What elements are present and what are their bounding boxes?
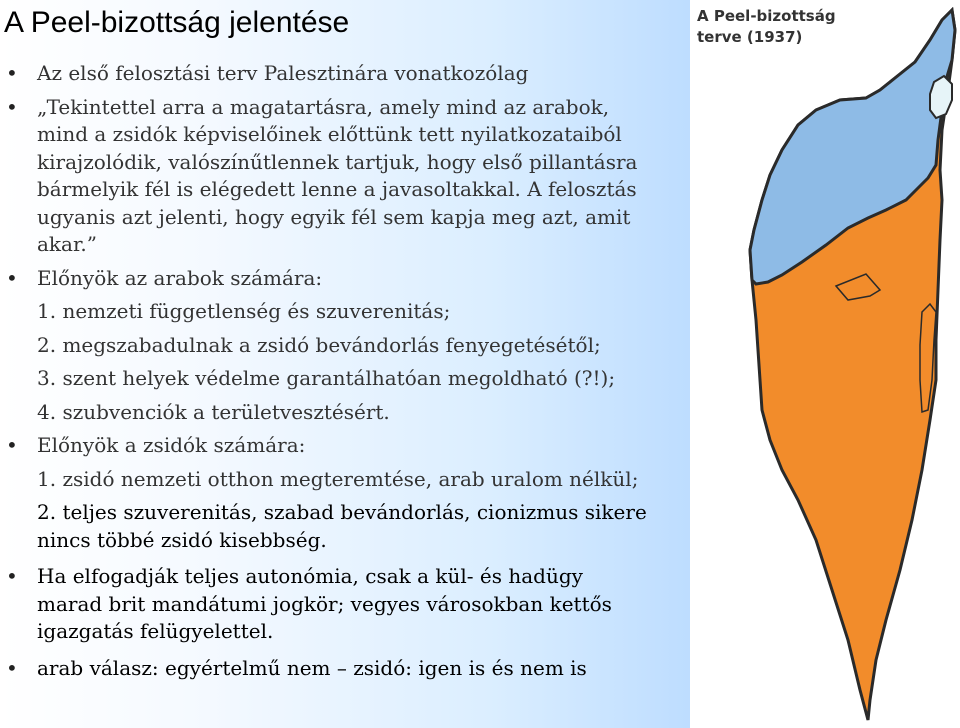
list-item: 2. teljes szuverenitás, szabad bevándorlás, cionizmus sikere (37, 500, 647, 524)
list-item: 2. megszabadulnak a zsidó bevándorlás fenyegetésétől; (37, 332, 601, 357)
bullet-item: • Előnyök a zsidók számára: (0, 432, 690, 460)
bullet-item: • arab válasz: egyértelmű nem – zsidó: igen is és nem is (0, 655, 690, 683)
lake-shape (930, 76, 952, 118)
quote-line: bármelyik fél is elégedett lenne a javasoltakkal. A felosztás (37, 177, 637, 201)
quote-line: akar.” (37, 232, 97, 256)
bullet-continuation: igazgatás felügyelettel. (37, 619, 274, 643)
slide-content (0, 60, 690, 682)
list-item: nincs többé zsidó kisebbség. (37, 527, 327, 552)
quote-line: kirajzolódik, valószínűtlennek tartjuk, hogy első pillantásra (37, 149, 638, 174)
list-item: 3. szent helyek védelme garantálhatóan megoldható (?!); (37, 366, 616, 390)
list-item: 4. szubvenciók a területvesztésért. (37, 399, 390, 424)
bullet-item: • Előnyök az arabok számára: (0, 265, 690, 293)
bullet-item: • Az első felosztási terv Palesztinára vonatkozólag (0, 60, 690, 88)
list-item: 1. zsidó nemzeti otthon megteremtése, arab uralom nélkül; (37, 466, 639, 491)
quote-line: ugyanis azt jelenti, hogy egyik fél sem kapja meg azt, amit (37, 204, 631, 229)
bullet-item: • Ha elfogadják teljes autonómia, csak a kül- és hadügy (0, 563, 690, 591)
bullet-continuation: marad brit mandátumi jogkör; vegyes városokban kettős (37, 591, 612, 616)
map-title-line1: A Peel-bizottság (697, 7, 836, 25)
quote-line: mind a zsidók képviselőinek előttünk tett nyilatkozataiból (37, 122, 622, 146)
bullet-item: • „Tekintettel arra a magatartásra, amely mind az arabok, (0, 94, 690, 122)
list-item: 1. nemzeti függetlenség és szuverenitás; (37, 299, 451, 323)
peel-partition-map (690, 0, 960, 728)
map-title-line2: terve (1937) (697, 28, 803, 46)
map-title (697, 6, 836, 48)
slide-title: A Peel-bizottság jelentése (4, 6, 350, 39)
